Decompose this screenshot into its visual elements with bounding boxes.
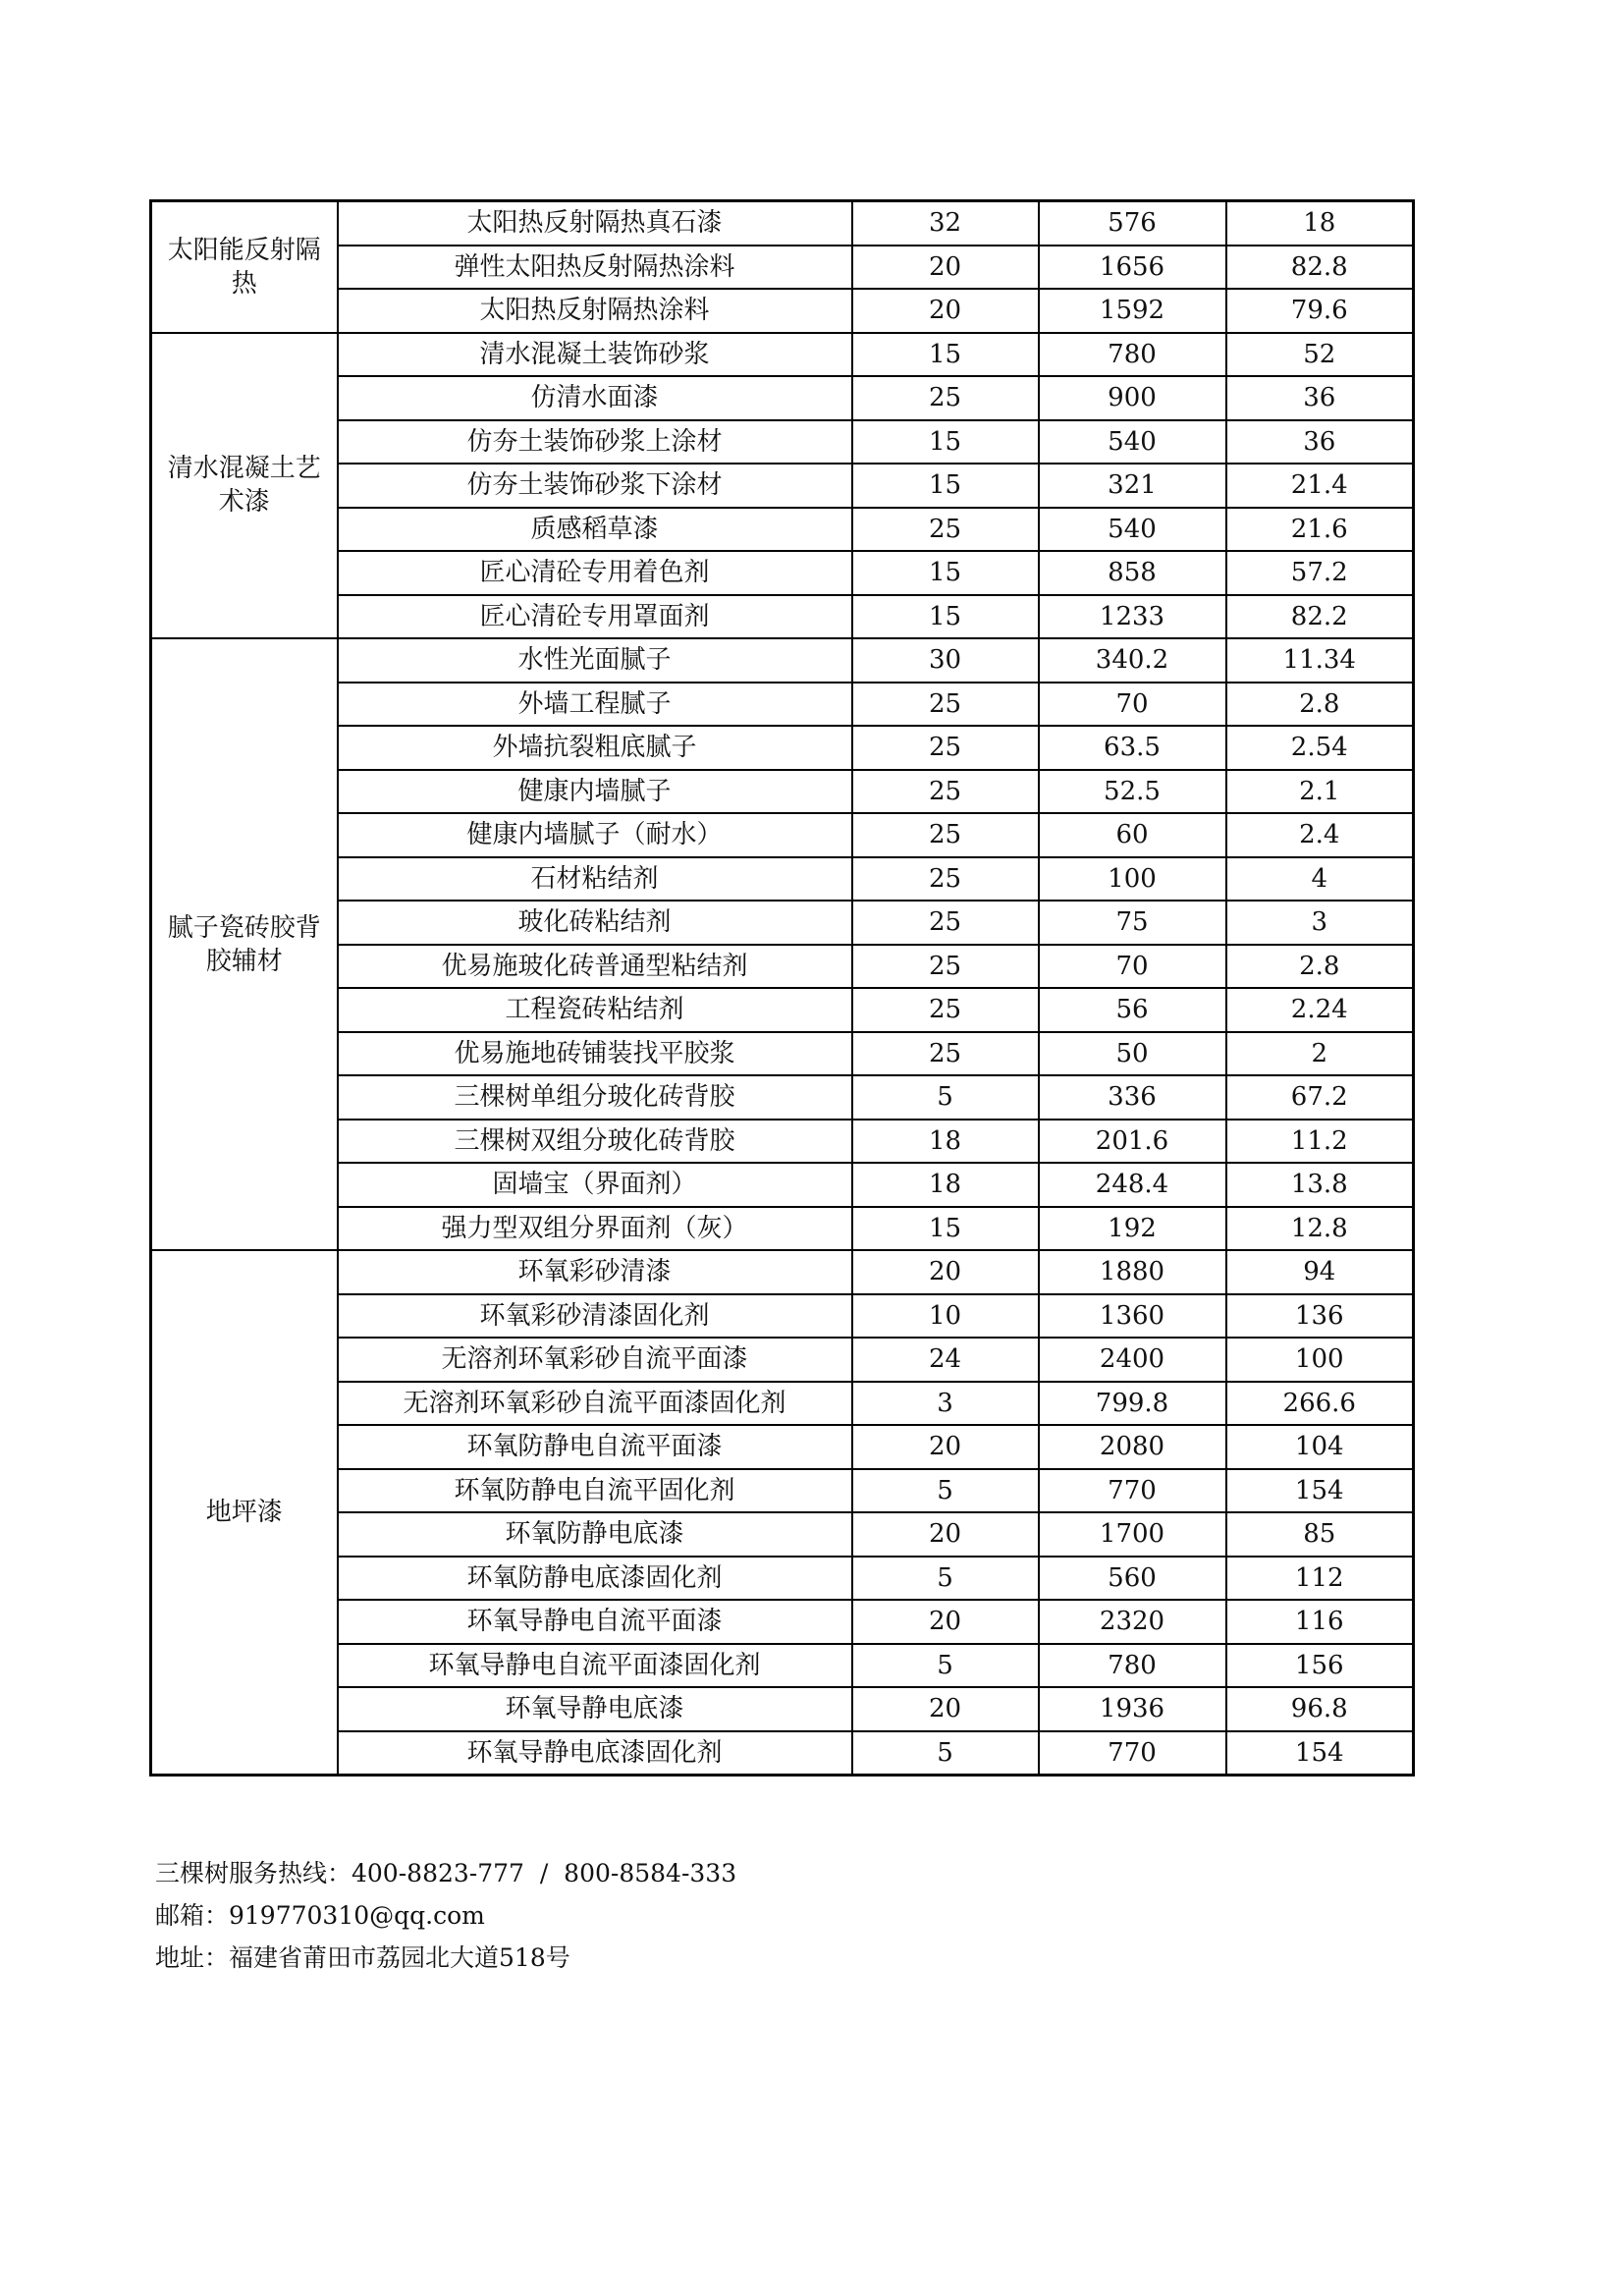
package-size-cell: 15 — [852, 1207, 1039, 1251]
package-price-cell: 576 — [1039, 201, 1226, 246]
table-row — [151, 1731, 1414, 1776]
package-price-cell: 1700 — [1039, 1512, 1226, 1557]
product-name-cell: 三棵树单组分玻化砖背胶 — [338, 1075, 852, 1120]
product-name-cell: 水性光面腻子 — [338, 638, 852, 683]
product-name-cell: 清水混凝土装饰砂浆 — [338, 333, 852, 377]
package-price-cell: 560 — [1039, 1557, 1226, 1601]
unit-price-cell: 100 — [1226, 1338, 1414, 1382]
package-price-cell: 1880 — [1039, 1250, 1226, 1294]
unit-price-cell: 116 — [1226, 1600, 1414, 1644]
package-size-cell: 25 — [852, 901, 1039, 945]
product-name-cell: 健康内墙腻子 — [338, 770, 852, 814]
table-row — [151, 464, 1414, 508]
table-row — [151, 246, 1414, 290]
table-row — [151, 726, 1414, 770]
contact-address: 地址：福建省莆田市荔园北大道518号 — [155, 1943, 570, 1972]
table-row — [151, 1207, 1414, 1251]
unit-price-cell: 156 — [1226, 1644, 1414, 1688]
product-name-cell: 环氧防静电自流平面漆 — [338, 1425, 852, 1469]
table-row — [151, 1644, 1414, 1688]
product-name-cell: 太阳热反射隔热真石漆 — [338, 201, 852, 246]
category-cell: 腻子瓷砖胶背胶辅材 — [151, 638, 338, 1250]
product-name-cell: 环氧彩砂清漆固化剂 — [338, 1294, 852, 1339]
unit-price-cell: 96.8 — [1226, 1687, 1414, 1731]
package-price-cell: 770 — [1039, 1469, 1226, 1513]
product-name-cell: 弹性太阳热反射隔热涂料 — [338, 246, 852, 290]
package-size-cell: 20 — [852, 1512, 1039, 1557]
package-size-cell: 15 — [852, 551, 1039, 595]
package-price-cell: 321 — [1039, 464, 1226, 508]
package-size-cell: 15 — [852, 333, 1039, 377]
package-size-cell: 25 — [852, 726, 1039, 770]
table-row — [151, 1294, 1414, 1339]
package-size-cell: 3 — [852, 1382, 1039, 1426]
table-row — [151, 333, 1414, 377]
unit-price-cell: 82.8 — [1226, 246, 1414, 290]
table-row — [151, 813, 1414, 857]
package-price-cell: 50 — [1039, 1032, 1226, 1076]
unit-price-cell: 18 — [1226, 201, 1414, 246]
table-row — [151, 508, 1414, 552]
unit-price-cell: 4 — [1226, 857, 1414, 902]
product-name-cell: 三棵树双组分玻化砖背胶 — [338, 1120, 852, 1164]
table-row — [151, 638, 1414, 683]
package-size-cell: 25 — [852, 770, 1039, 814]
product-name-cell: 优易施玻化砖普通型粘结剂 — [338, 945, 852, 989]
package-price-cell: 858 — [1039, 551, 1226, 595]
package-price-cell: 70 — [1039, 945, 1226, 989]
table-row — [151, 1687, 1414, 1731]
unit-price-cell: 13.8 — [1226, 1163, 1414, 1207]
package-price-cell: 900 — [1039, 376, 1226, 420]
package-size-cell: 5 — [852, 1469, 1039, 1513]
package-size-cell: 25 — [852, 857, 1039, 902]
package-price-cell: 1656 — [1039, 246, 1226, 290]
package-size-cell: 15 — [852, 464, 1039, 508]
unit-price-cell: 2.1 — [1226, 770, 1414, 814]
package-size-cell: 25 — [852, 376, 1039, 420]
unit-price-cell: 94 — [1226, 1250, 1414, 1294]
unit-price-cell: 21.6 — [1226, 508, 1414, 552]
package-size-cell: 15 — [852, 420, 1039, 465]
table-row — [151, 1469, 1414, 1513]
unit-price-cell: 82.2 — [1226, 595, 1414, 639]
package-size-cell: 25 — [852, 683, 1039, 727]
package-price-cell: 192 — [1039, 1207, 1226, 1251]
unit-price-cell: 154 — [1226, 1731, 1414, 1776]
unit-price-cell: 2.8 — [1226, 683, 1414, 727]
product-name-cell: 环氧彩砂清漆 — [338, 1250, 852, 1294]
table-row — [151, 420, 1414, 465]
product-name-cell: 环氧导静电自流平面漆 — [338, 1600, 852, 1644]
contact-email: 邮箱：919770310@qq.com — [155, 1901, 485, 1930]
table-row — [151, 289, 1414, 333]
unit-price-cell: 136 — [1226, 1294, 1414, 1339]
table-row — [151, 1120, 1414, 1164]
package-price-cell: 56 — [1039, 988, 1226, 1032]
category-cell: 清水混凝土艺术漆 — [151, 333, 338, 639]
package-price-cell: 2320 — [1039, 1600, 1226, 1644]
package-size-cell: 25 — [852, 1032, 1039, 1076]
unit-price-cell: 11.2 — [1226, 1120, 1414, 1164]
table-row — [151, 1425, 1414, 1469]
unit-price-cell: 11.34 — [1226, 638, 1414, 683]
package-size-cell: 15 — [852, 595, 1039, 639]
package-size-cell: 5 — [852, 1075, 1039, 1120]
package-price-cell: 60 — [1039, 813, 1226, 857]
unit-price-cell: 154 — [1226, 1469, 1414, 1513]
product-name-cell: 仿夯土装饰砂浆下涂材 — [338, 464, 852, 508]
price-table — [149, 199, 1415, 1777]
unit-price-cell: 36 — [1226, 420, 1414, 465]
unit-price-cell: 104 — [1226, 1425, 1414, 1469]
product-name-cell: 环氧防静电底漆固化剂 — [338, 1557, 852, 1601]
package-price-cell: 780 — [1039, 1644, 1226, 1688]
package-size-cell: 20 — [852, 1687, 1039, 1731]
table-row — [151, 551, 1414, 595]
package-price-cell: 52.5 — [1039, 770, 1226, 814]
table-row — [151, 1163, 1414, 1207]
table-row — [151, 1557, 1414, 1601]
package-price-cell: 75 — [1039, 901, 1226, 945]
product-name-cell: 石材粘结剂 — [338, 857, 852, 902]
package-size-cell: 20 — [852, 1425, 1039, 1469]
unit-price-cell: 2.8 — [1226, 945, 1414, 989]
package-price-cell: 540 — [1039, 508, 1226, 552]
table-row — [151, 376, 1414, 420]
package-price-cell: 340.2 — [1039, 638, 1226, 683]
unit-price-cell: 21.4 — [1226, 464, 1414, 508]
package-size-cell: 20 — [852, 1600, 1039, 1644]
contact-footer — [155, 1852, 736, 1979]
unit-price-cell: 67.2 — [1226, 1075, 1414, 1120]
table-row — [151, 1600, 1414, 1644]
unit-price-cell: 266.6 — [1226, 1382, 1414, 1426]
package-price-cell: 100 — [1039, 857, 1226, 902]
unit-price-cell: 2 — [1226, 1032, 1414, 1076]
package-price-cell: 201.6 — [1039, 1120, 1226, 1164]
package-size-cell: 20 — [852, 289, 1039, 333]
unit-price-cell: 112 — [1226, 1557, 1414, 1601]
package-price-cell: 770 — [1039, 1731, 1226, 1776]
table-row — [151, 1032, 1414, 1076]
package-size-cell: 30 — [852, 638, 1039, 683]
product-name-cell: 外墙工程腻子 — [338, 683, 852, 727]
unit-price-cell: 12.8 — [1226, 1207, 1414, 1251]
package-price-cell: 1233 — [1039, 595, 1226, 639]
product-name-cell: 固墙宝（界面剂） — [338, 1163, 852, 1207]
package-price-cell: 799.8 — [1039, 1382, 1226, 1426]
table-row — [151, 945, 1414, 989]
product-name-cell: 外墙抗裂粗底腻子 — [338, 726, 852, 770]
product-name-cell: 环氧防静电自流平固化剂 — [338, 1469, 852, 1513]
product-name-cell: 环氧导静电底漆固化剂 — [338, 1731, 852, 1776]
product-name-cell: 健康内墙腻子（耐水） — [338, 813, 852, 857]
package-size-cell: 18 — [852, 1120, 1039, 1164]
product-name-cell: 匠心清砼专用着色剂 — [338, 551, 852, 595]
table-row — [151, 1382, 1414, 1426]
table-row — [151, 988, 1414, 1032]
package-size-cell: 32 — [852, 201, 1039, 246]
package-price-cell: 336 — [1039, 1075, 1226, 1120]
package-price-cell: 248.4 — [1039, 1163, 1226, 1207]
package-price-cell: 63.5 — [1039, 726, 1226, 770]
product-name-cell: 环氧导静电自流平面漆固化剂 — [338, 1644, 852, 1688]
package-size-cell: 5 — [852, 1731, 1039, 1776]
package-price-cell: 2400 — [1039, 1338, 1226, 1382]
table-row — [151, 770, 1414, 814]
package-price-cell: 780 — [1039, 333, 1226, 377]
package-size-cell: 18 — [852, 1163, 1039, 1207]
unit-price-cell: 2.24 — [1226, 988, 1414, 1032]
table-row — [151, 201, 1414, 246]
package-size-cell: 25 — [852, 945, 1039, 989]
product-name-cell: 环氧导静电底漆 — [338, 1687, 852, 1731]
price-table-body — [151, 201, 1414, 1776]
product-name-cell: 环氧防静电底漆 — [338, 1512, 852, 1557]
product-name-cell: 工程瓷砖粘结剂 — [338, 988, 852, 1032]
product-name-cell: 太阳热反射隔热涂料 — [338, 289, 852, 333]
product-name-cell: 优易施地砖铺装找平胶浆 — [338, 1032, 852, 1076]
package-price-cell: 1592 — [1039, 289, 1226, 333]
package-price-cell: 1936 — [1039, 1687, 1226, 1731]
table-row — [151, 1250, 1414, 1294]
package-price-cell: 2080 — [1039, 1425, 1226, 1469]
product-name-cell: 匠心清砼专用罩面剂 — [338, 595, 852, 639]
package-size-cell: 20 — [852, 246, 1039, 290]
table-row — [151, 1338, 1414, 1382]
table-row — [151, 1512, 1414, 1557]
unit-price-cell: 57.2 — [1226, 551, 1414, 595]
package-size-cell: 24 — [852, 1338, 1039, 1382]
package-size-cell: 20 — [852, 1250, 1039, 1294]
unit-price-cell: 36 — [1226, 376, 1414, 420]
product-name-cell: 仿夯土装饰砂浆上涂材 — [338, 420, 852, 465]
table-row — [151, 683, 1414, 727]
category-cell: 地坪漆 — [151, 1250, 338, 1776]
table-row — [151, 857, 1414, 902]
product-name-cell: 质感稻草漆 — [338, 508, 852, 552]
unit-price-cell: 52 — [1226, 333, 1414, 377]
package-price-cell: 1360 — [1039, 1294, 1226, 1339]
product-name-cell: 仿清水面漆 — [338, 376, 852, 420]
table-row — [151, 595, 1414, 639]
category-cell: 太阳能反射隔热 — [151, 201, 338, 333]
package-size-cell: 25 — [852, 988, 1039, 1032]
package-size-cell: 25 — [852, 813, 1039, 857]
unit-price-cell: 85 — [1226, 1512, 1414, 1557]
package-price-cell: 70 — [1039, 683, 1226, 727]
unit-price-cell: 2.54 — [1226, 726, 1414, 770]
unit-price-cell: 79.6 — [1226, 289, 1414, 333]
product-name-cell: 玻化砖粘结剂 — [338, 901, 852, 945]
service-hotline: 三棵树服务热线：400-8823-777 / 800-8584-333 — [155, 1859, 737, 1887]
product-name-cell: 强力型双组分界面剂（灰） — [338, 1207, 852, 1251]
package-size-cell: 5 — [852, 1557, 1039, 1601]
unit-price-cell: 3 — [1226, 901, 1414, 945]
table-row — [151, 1075, 1414, 1120]
product-name-cell: 无溶剂环氧彩砂自流平面漆 — [338, 1338, 852, 1382]
product-name-cell: 无溶剂环氧彩砂自流平面漆固化剂 — [338, 1382, 852, 1426]
package-size-cell: 25 — [852, 508, 1039, 552]
unit-price-cell: 2.4 — [1226, 813, 1414, 857]
table-row — [151, 901, 1414, 945]
package-price-cell: 540 — [1039, 420, 1226, 465]
package-size-cell: 5 — [852, 1644, 1039, 1688]
package-size-cell: 10 — [852, 1294, 1039, 1339]
